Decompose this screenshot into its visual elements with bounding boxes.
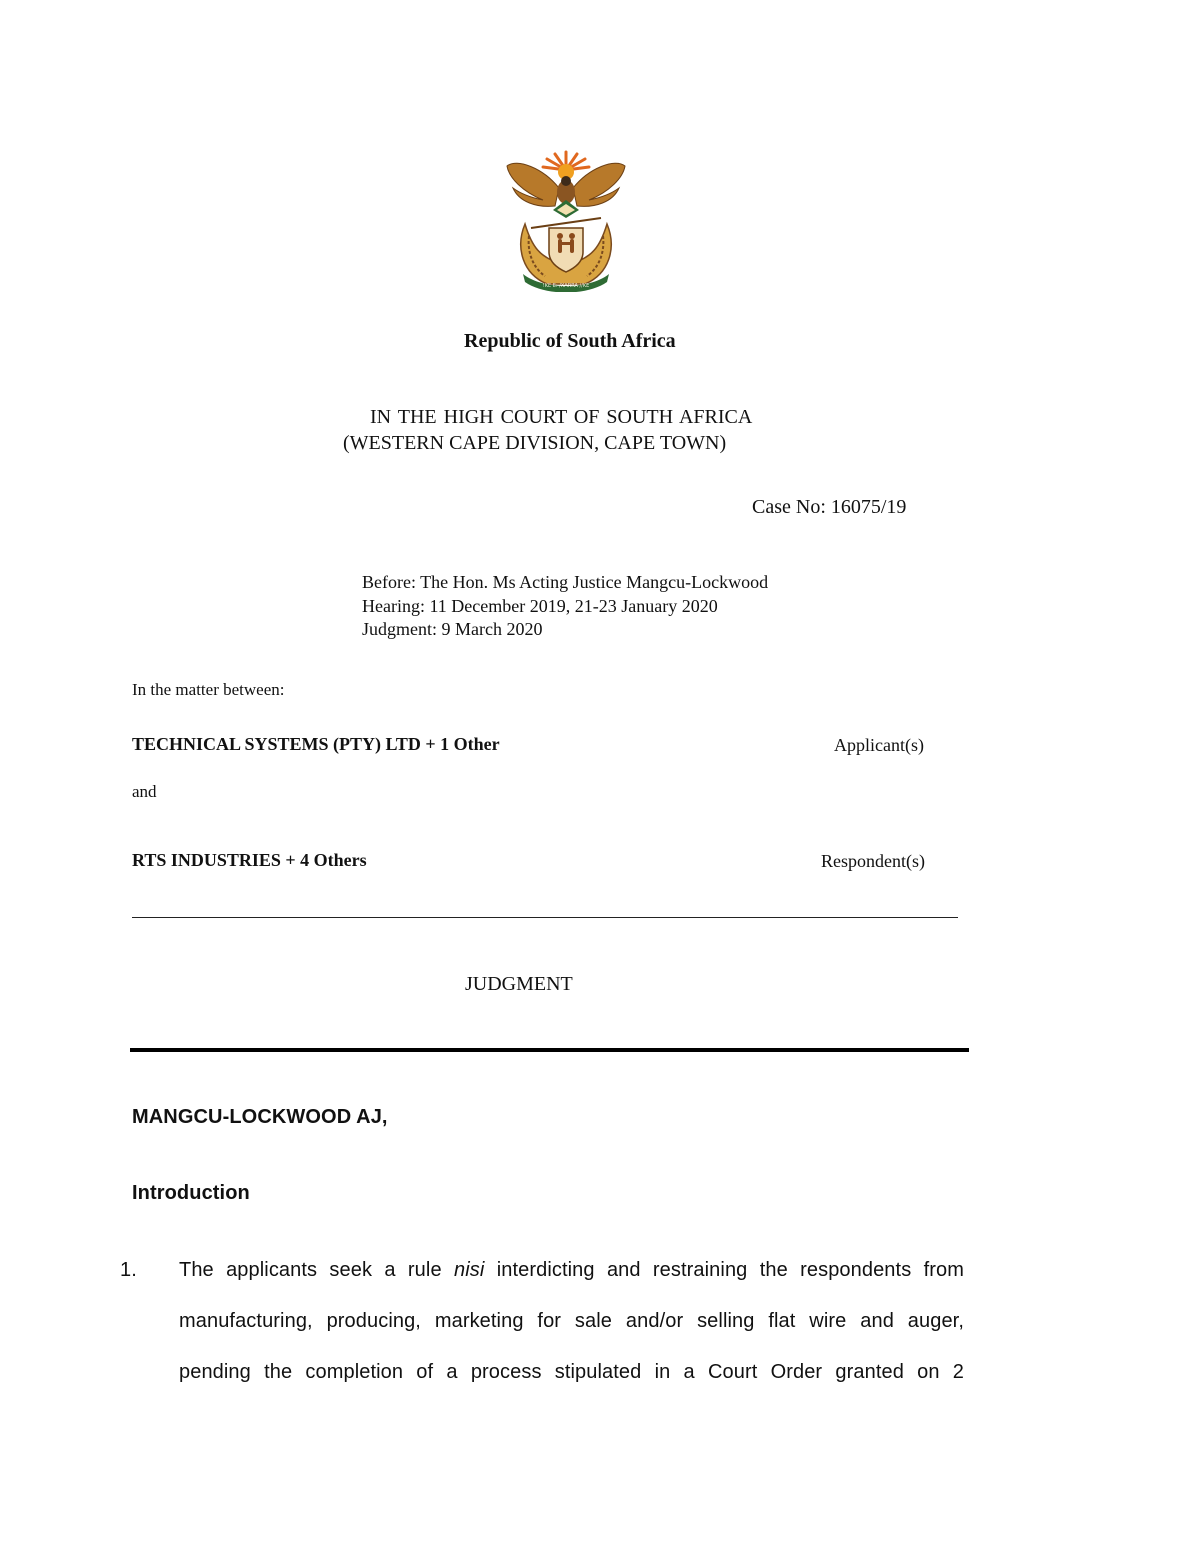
judgment-heading: JUDGMENT [465,973,573,995]
svg-text:!KE E: /XARRA //KE: !KE E: /XARRA //KE [542,283,590,289]
paragraph-1-line-1: The applicants seek a rule nisi interdicting and restraining the respondents from [179,1259,964,1281]
court-division: (WESTERN CAPE DIVISION, CAPE TOWN) [343,432,727,454]
respondent-name: RTS INDUSTRIES + 4 Others [132,850,367,870]
case-number: Case No: 16075/19 [752,496,907,518]
judge-author: MANGCU-LOCKWOOD AJ, [132,1106,388,1128]
republic-title: Republic of South Africa [464,330,676,352]
before-line: Before: The Hon. Ms Acting Justice Mangcu-Lockwood [362,572,769,592]
left-wing [507,163,559,206]
paragraph-number: 1. [120,1259,137,1281]
paragraph-1-line-2: manufacturing, producing, marketing for sale and/or selling flat wire and auger, [179,1310,964,1332]
hearing-line: Hearing: 11 December 2019, 21-23 January 2020 [362,596,718,616]
applicant-role: Applicant(s) [834,735,924,755]
court-name: IN THE HIGH COURT OF SOUTH AFRICA [370,406,753,428]
right-wing [573,163,625,206]
judgment-date-line: Judgment: 9 March 2020 [362,619,543,639]
applicant-name: TECHNICAL SYSTEMS (PTY) LTD + 1 Other [132,734,500,754]
paragraph-1-line-3: pending the completion of a process stipulated in a Court Order granted on 2 [179,1361,964,1383]
respondent-role: Respondent(s) [821,851,925,871]
divider-thick [130,1048,969,1052]
coat-of-arms-icon [503,148,629,292]
divider-thin [132,917,958,918]
section-heading-introduction: Introduction [132,1182,250,1204]
parties-conjunction: and [132,782,157,801]
parties-intro: In the matter between: [132,680,285,699]
